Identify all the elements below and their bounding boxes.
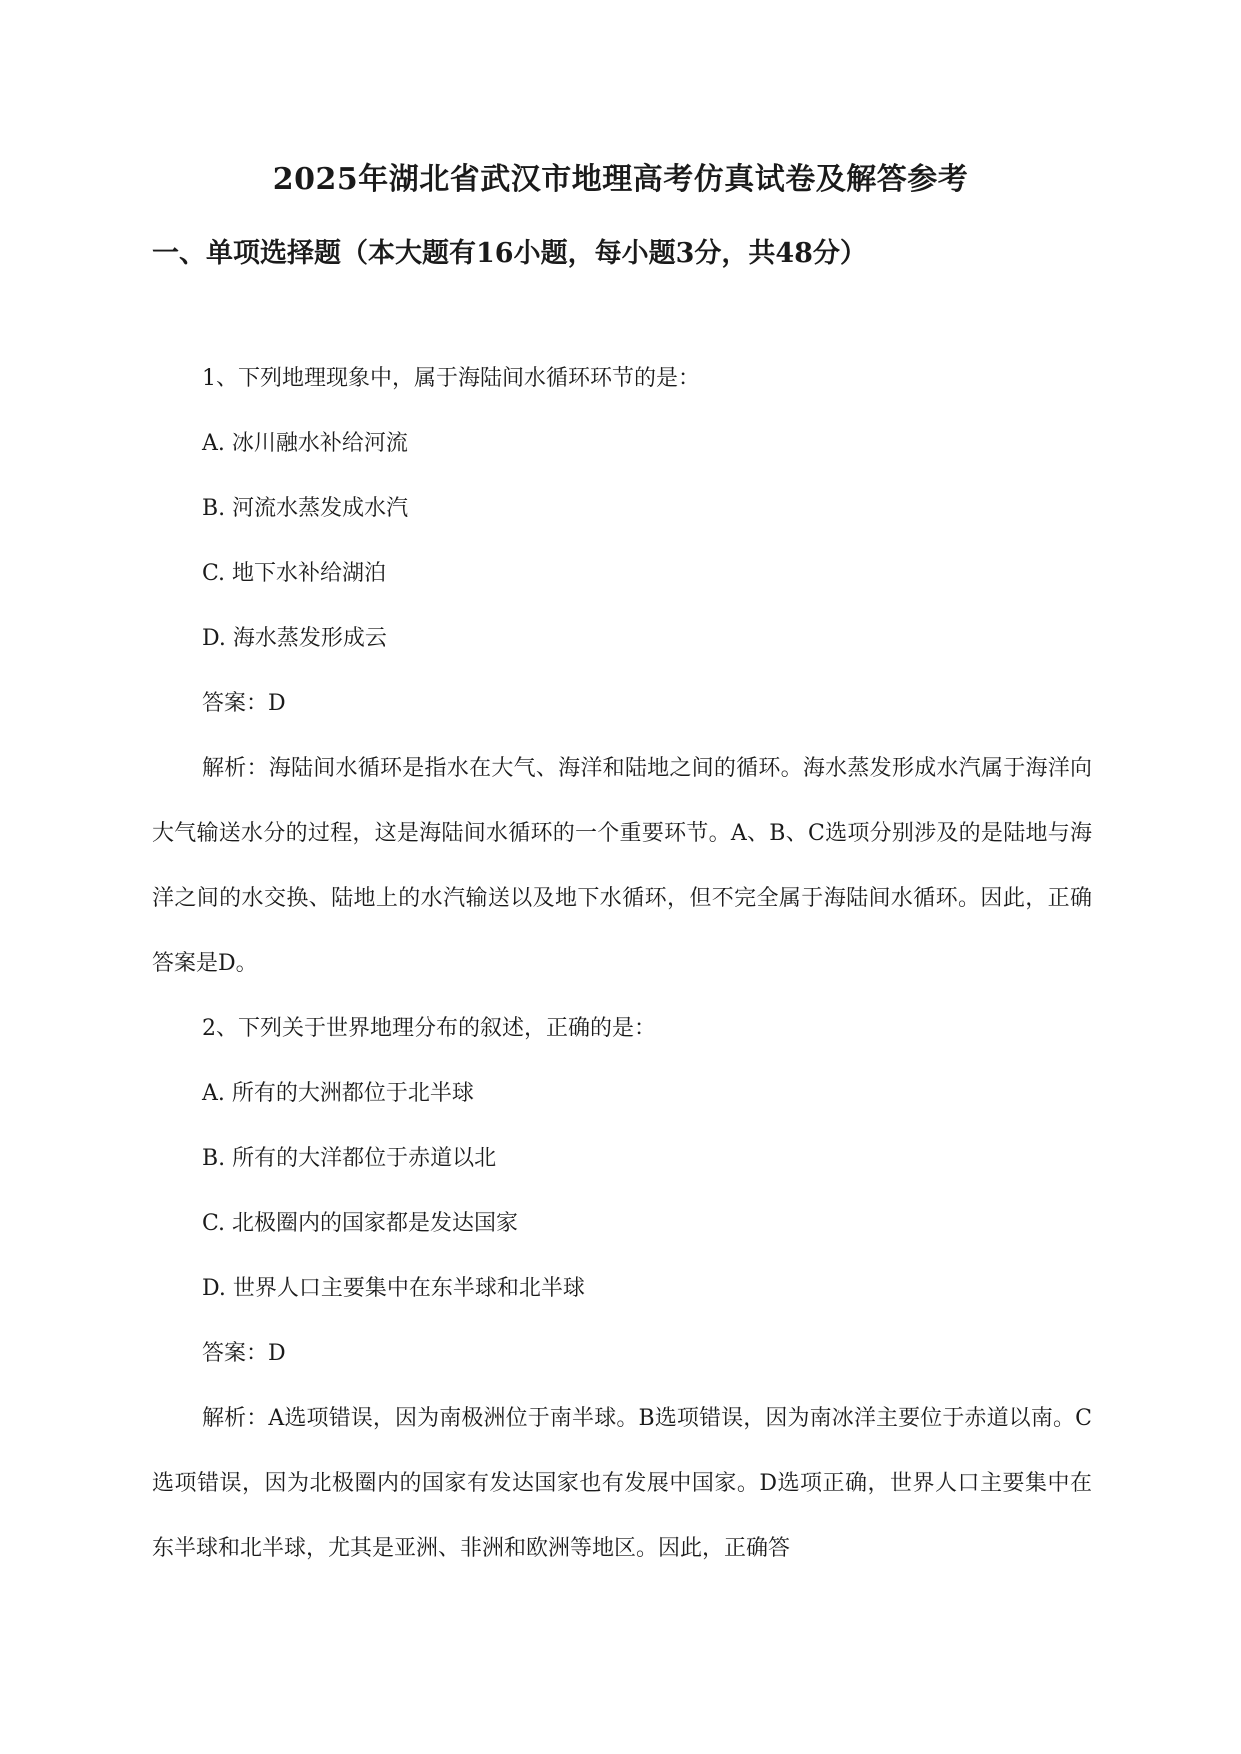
question-1-stem: 1、下列地理现象中，属于海陆间水循环环节的是：: [202, 366, 700, 391]
question-1-option-b: B. 河流水蒸发成水汽: [202, 496, 409, 521]
question-1-answer: 答案：D: [202, 691, 286, 716]
question-2-option-c: C. 北极圈内的国家都是发达国家: [202, 1211, 519, 1236]
question-2-stem: 2、下列关于世界地理分布的叙述，正确的是：: [202, 1016, 656, 1041]
question-2-option-b: B. 所有的大洋都位于赤道以北: [202, 1146, 497, 1171]
question-2-answer: 答案：D: [202, 1341, 286, 1366]
section-heading: 一、单项选择题（本大题有16小题，每小题3分，共48分）: [152, 238, 867, 269]
question-1-option-d: D. 海水蒸发形成云: [202, 626, 387, 651]
question-2-option-a: A. 所有的大洲都位于北半球: [202, 1081, 474, 1106]
question-2-option-d: D. 世界人口主要集中在东半球和北半球: [202, 1276, 585, 1301]
question-1-option-a: A. 冰川融水补给河流: [202, 431, 408, 456]
question-1-option-c: C. 地下水补给湖泊: [202, 561, 387, 586]
document-body: [152, 346, 1092, 1581]
document-title: 2025年湖北省武汉市地理高考仿真试卷及解答参考: [272, 162, 969, 197]
question-1-analysis: 解析：海陆间水循环是指水在大气、海洋和陆地之间的循环。海水蒸发形成水汽属于海洋向大气输送水分的过程，这是海陆间水循环的一个重要环节。A、B、C选项分别涉及的是陆地与海洋之间的水交换、陆地上的水汽输送以及地下水循环，但不完全属于海陆间水循环。因此，正确答案是D。: [152, 756, 1092, 976]
question-2-analysis: 解析：A选项错误，因为南极洲位于南半球。B选项错误，因为南冰洋主要位于赤道以南。C选项错误，因为北极圈内的国家有发达国家也有发展中国家。D选项正确，世界人口主要集中在东半球和北半球，尤其是亚洲、非洲和欧洲等地区。因此，正确答: [152, 1406, 1092, 1561]
